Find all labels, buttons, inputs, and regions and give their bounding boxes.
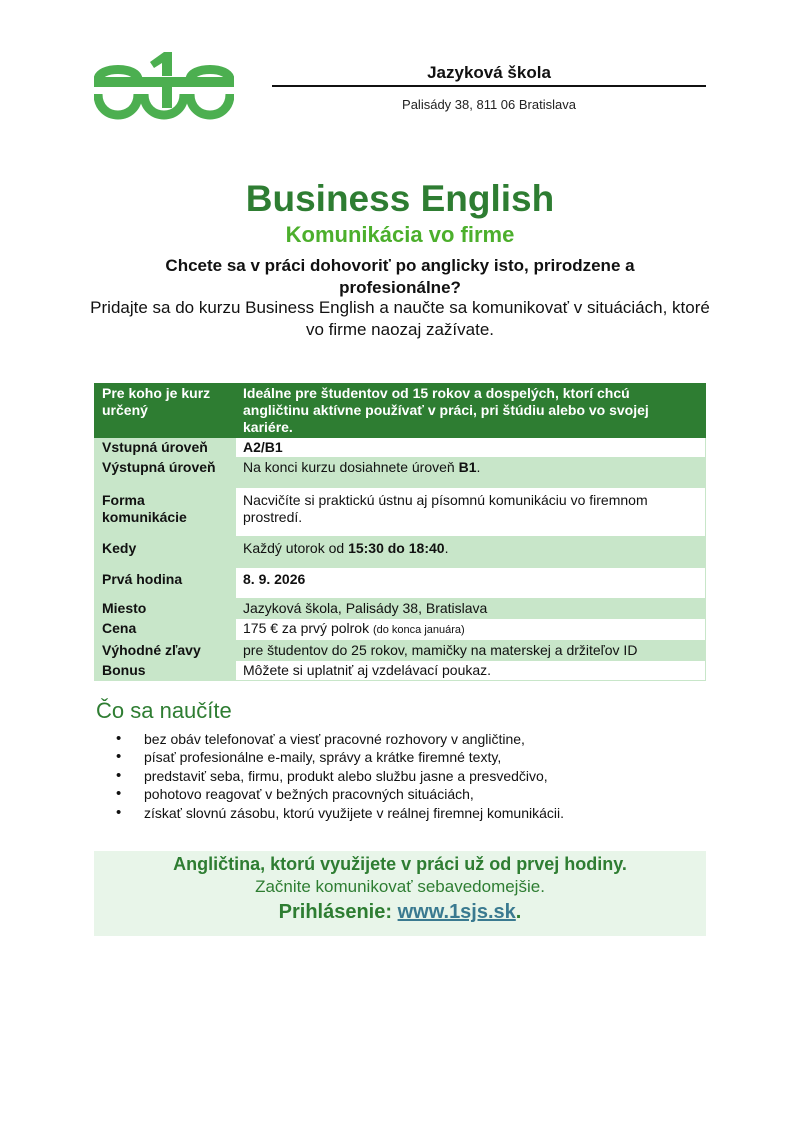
course-info-table	[94, 383, 706, 681]
exit-level-label: Výstupná úroveň	[95, 458, 236, 488]
first-lesson-value	[236, 568, 706, 599]
entry-level-label: Vstupná úroveň	[95, 438, 236, 458]
first-lesson-label: Prvá hodina	[95, 568, 236, 599]
discounts-value: pre študentov do 25 rokov, mamičky na materskej a držiteľov ID	[236, 641, 706, 661]
when-prefix: Každý utorok od	[243, 540, 349, 556]
audience-label: Pre koho je kurz určený	[95, 384, 236, 438]
price-text: 175 € za prvý polrok	[243, 620, 373, 636]
intro-question: Chcete sa v práci dohovoriť po anglicky isto, prirodzene a profesionálne?	[165, 256, 635, 297]
table-row-when	[95, 537, 706, 568]
form-label: Forma komunikácie	[95, 488, 236, 537]
exit-level-badge: B1	[458, 459, 477, 475]
page-title: Business English	[245, 178, 555, 219]
learn-list	[110, 730, 710, 822]
school-logo	[94, 52, 234, 124]
place-value: Jazyková škola, Palisády 38, Bratislava	[236, 599, 706, 619]
entry-level-value	[236, 438, 706, 458]
signup-suffix: .	[515, 901, 522, 923]
exit-level-prefix: Na konci kurzu dosiahnete úroveň	[243, 459, 459, 475]
when-time: 15:30 do 18:40	[348, 540, 445, 556]
when-label: Kedy	[95, 537, 236, 568]
list-item: • pohotovo reagovať v bežných pracovných situáciách,	[110, 785, 710, 803]
signup-line	[94, 899, 706, 925]
table-row-exit-level	[95, 458, 706, 488]
signup-label: Prihlásenie:	[278, 901, 398, 923]
table-row-place	[95, 599, 706, 619]
exit-level-suffix: .	[476, 459, 481, 475]
cta-headline: Angličtina, ktorú využijete v práci už od prvej hodiny.	[173, 854, 627, 874]
audience-value: Ideálne pre študentov od 15 rokov a dospelých, ktorí chcú angličtinu aktívne používať v práci, pri štúdiu alebo vo svojej kariére.	[236, 384, 706, 438]
school-address: Palisády 38, 811 06 Bratislava	[402, 97, 576, 112]
form-value: Nacvičíte si praktickú ústnu aj písomnú komunikáciu vo firemnom prostredí.	[236, 488, 706, 537]
signup-link[interactable]: www.1sjs.sk	[397, 901, 516, 923]
price-note: (do konca januára)	[372, 624, 465, 636]
bonus-label: Bonus	[95, 661, 236, 681]
first-lesson-date: 8. 9. 2026	[243, 571, 306, 587]
list-item: • predstaviť seba, firmu, produkt alebo službu jasne a presvedčivo,	[110, 767, 710, 785]
entry-level-text: A2/B1	[243, 439, 283, 455]
exit-level-value	[236, 458, 706, 488]
discounts-label: Výhodné zľavy	[95, 641, 236, 661]
cta-subline: Začnite komunikovať sebavedomejšie.	[255, 877, 545, 896]
price-value	[236, 619, 706, 641]
table-row-form	[95, 488, 706, 537]
table-row-first-lesson	[95, 568, 706, 599]
table-row-price	[95, 619, 706, 641]
table-row-bonus	[95, 661, 706, 681]
table-row-audience	[95, 384, 706, 438]
table-row-entry-level	[95, 438, 706, 458]
bonus-value: Môžete si uplatniť aj vzdelávací poukaz.	[236, 661, 706, 681]
list-item: • získať slovnú zásobu, ktorú využijete v reálnej firemnej komunikácii.	[110, 804, 710, 822]
school-name: Jazyková škola	[427, 63, 551, 82]
place-label: Miesto	[95, 599, 236, 619]
call-to-action-box	[94, 851, 706, 936]
when-suffix: .	[444, 540, 449, 556]
header-divider	[272, 85, 706, 87]
learn-heading: Čo sa naučíte	[96, 698, 232, 723]
intro-text: Pridajte sa do kurzu Business English a naučte sa komunikovať v situáciách, ktoré vo firme naozaj zažívate.	[90, 298, 710, 339]
price-label: Cena	[95, 619, 236, 641]
list-item: • bez obáv telefonovať a viesť pracovné rozhovory v angličtine,	[110, 730, 710, 748]
list-item: • písať profesionálne e-maily, správy a krátke firemné texty,	[110, 748, 710, 766]
when-value	[236, 537, 706, 568]
page-subtitle: Komunikácia vo firme	[285, 222, 515, 247]
table-row-discounts	[95, 641, 706, 661]
